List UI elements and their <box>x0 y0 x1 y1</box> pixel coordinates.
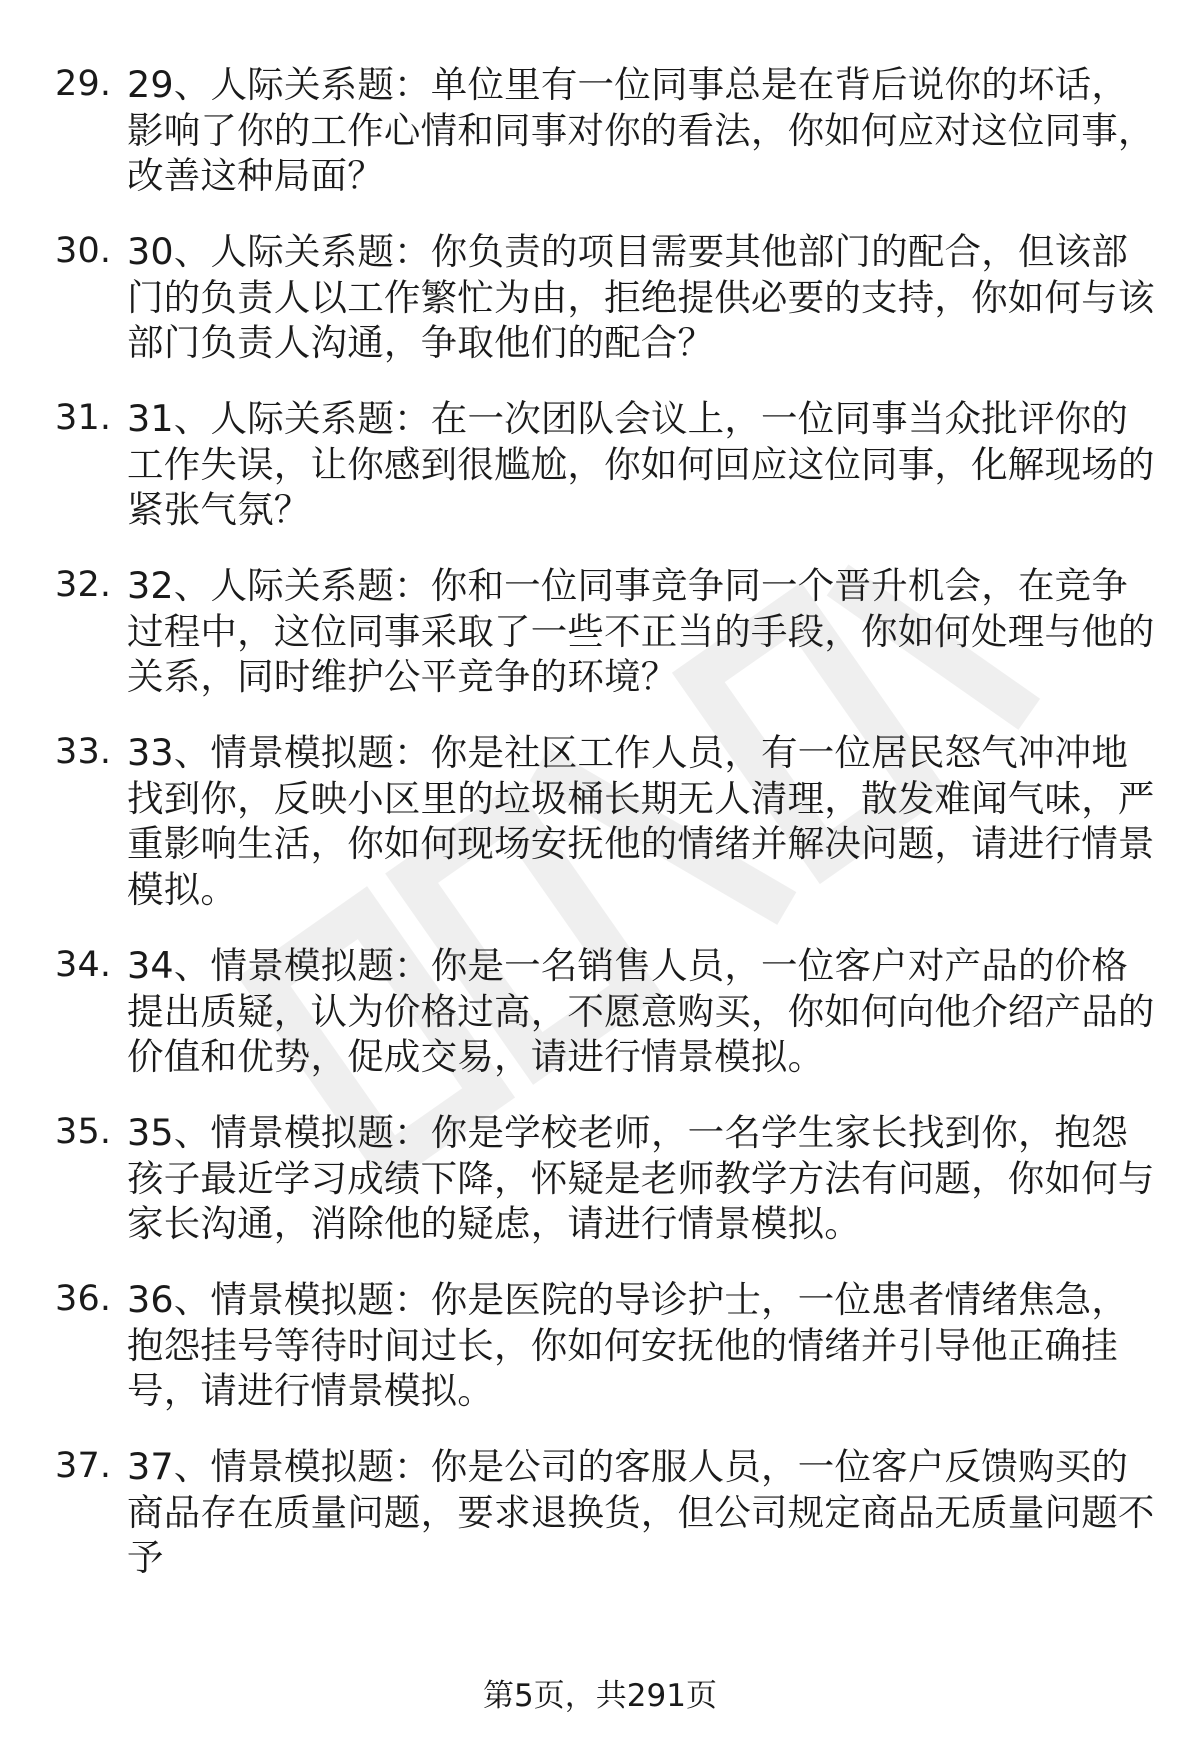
question-text: 34、情景模拟题：你是一名销售人员，一位客户对产品的价格提出质疑，认为价格过高，不愿意购买，你如何向他介绍产品的价值和优势，促成交易，请进行情景模拟。 <box>127 944 1155 1078</box>
question-number: 37. <box>55 1446 112 1486</box>
question-number: 33. <box>55 732 112 772</box>
question-item-29 <box>55 62 1155 198</box>
question-number: 29. <box>55 64 112 104</box>
question-text: 29、人际关系题：单位里有一位同事总是在背后说你的坏话，影响了你的工作心情和同事对你的看法，你如何应对这位同事，改善这种局面？ <box>127 63 1155 197</box>
question-number: 36. <box>55 1279 112 1319</box>
question-item-31 <box>55 396 1155 532</box>
question-number: 35. <box>55 1112 112 1152</box>
page-number-label: 第5页，共291页 <box>483 1678 717 1714</box>
question-text: 35、情景模拟题：你是学校老师，一名学生家长找到你，抱怨孩子最近学习成绩下降，怀疑是老师教学方法有问题，你如何与家长沟通，消除他的疑虑，请进行情景模拟。 <box>127 1111 1155 1245</box>
question-text: 33、情景模拟题：你是社区工作人员，有一位居民怒气冲冲地找到你，反映小区里的垃圾桶长期无人清理，散发难闻气味，严重影响生活，你如何现场安抚他的情绪并解决问题，请进行情景模拟。 <box>127 731 1155 911</box>
page-footer <box>0 1676 1200 1716</box>
question-text: 37、情景模拟题：你是公司的客服人员，一位客户反馈购买的商品存在质量问题，要求退换货，但公司规定商品无质量问题不予 <box>127 1445 1155 1579</box>
question-number: 30. <box>55 231 112 271</box>
question-number: 31. <box>55 398 112 438</box>
question-item-36 <box>55 1277 1155 1413</box>
question-number: 32. <box>55 565 112 605</box>
question-text: 36、情景模拟题：你是医院的导诊护士，一位患者情绪焦急，抱怨挂号等待时间过长，你如何安抚他的情绪并引导他正确挂号，请进行情景模拟。 <box>127 1278 1129 1412</box>
question-text: 30、人际关系题：你负责的项目需要其他部门的配合，但该部门的负责人以工作繁忙为由，拒绝提供必要的支持，你如何与该部门负责人沟通，争取他们的配合？ <box>127 230 1155 364</box>
question-text: 32、人际关系题：你和一位同事竞争同一个晋升机会，在竞争过程中，这位同事采取了一些不正当的手段，你如何处理与他的关系，同时维护公平竞争的环境？ <box>127 564 1155 698</box>
question-list <box>55 62 1155 1579</box>
question-text: 31、人际关系题：在一次团队会议上，一位同事当众批评你的工作失误，让你感到很尴尬，你如何回应这位同事，化解现场的紧张气氛？ <box>127 397 1155 531</box>
question-item-34 <box>55 943 1155 1079</box>
question-item-35 <box>55 1110 1155 1246</box>
question-item-33 <box>55 730 1155 912</box>
question-item-30 <box>55 229 1155 365</box>
question-item-32 <box>55 563 1155 699</box>
question-item-37 <box>55 1444 1155 1579</box>
question-number: 34. <box>55 945 112 985</box>
